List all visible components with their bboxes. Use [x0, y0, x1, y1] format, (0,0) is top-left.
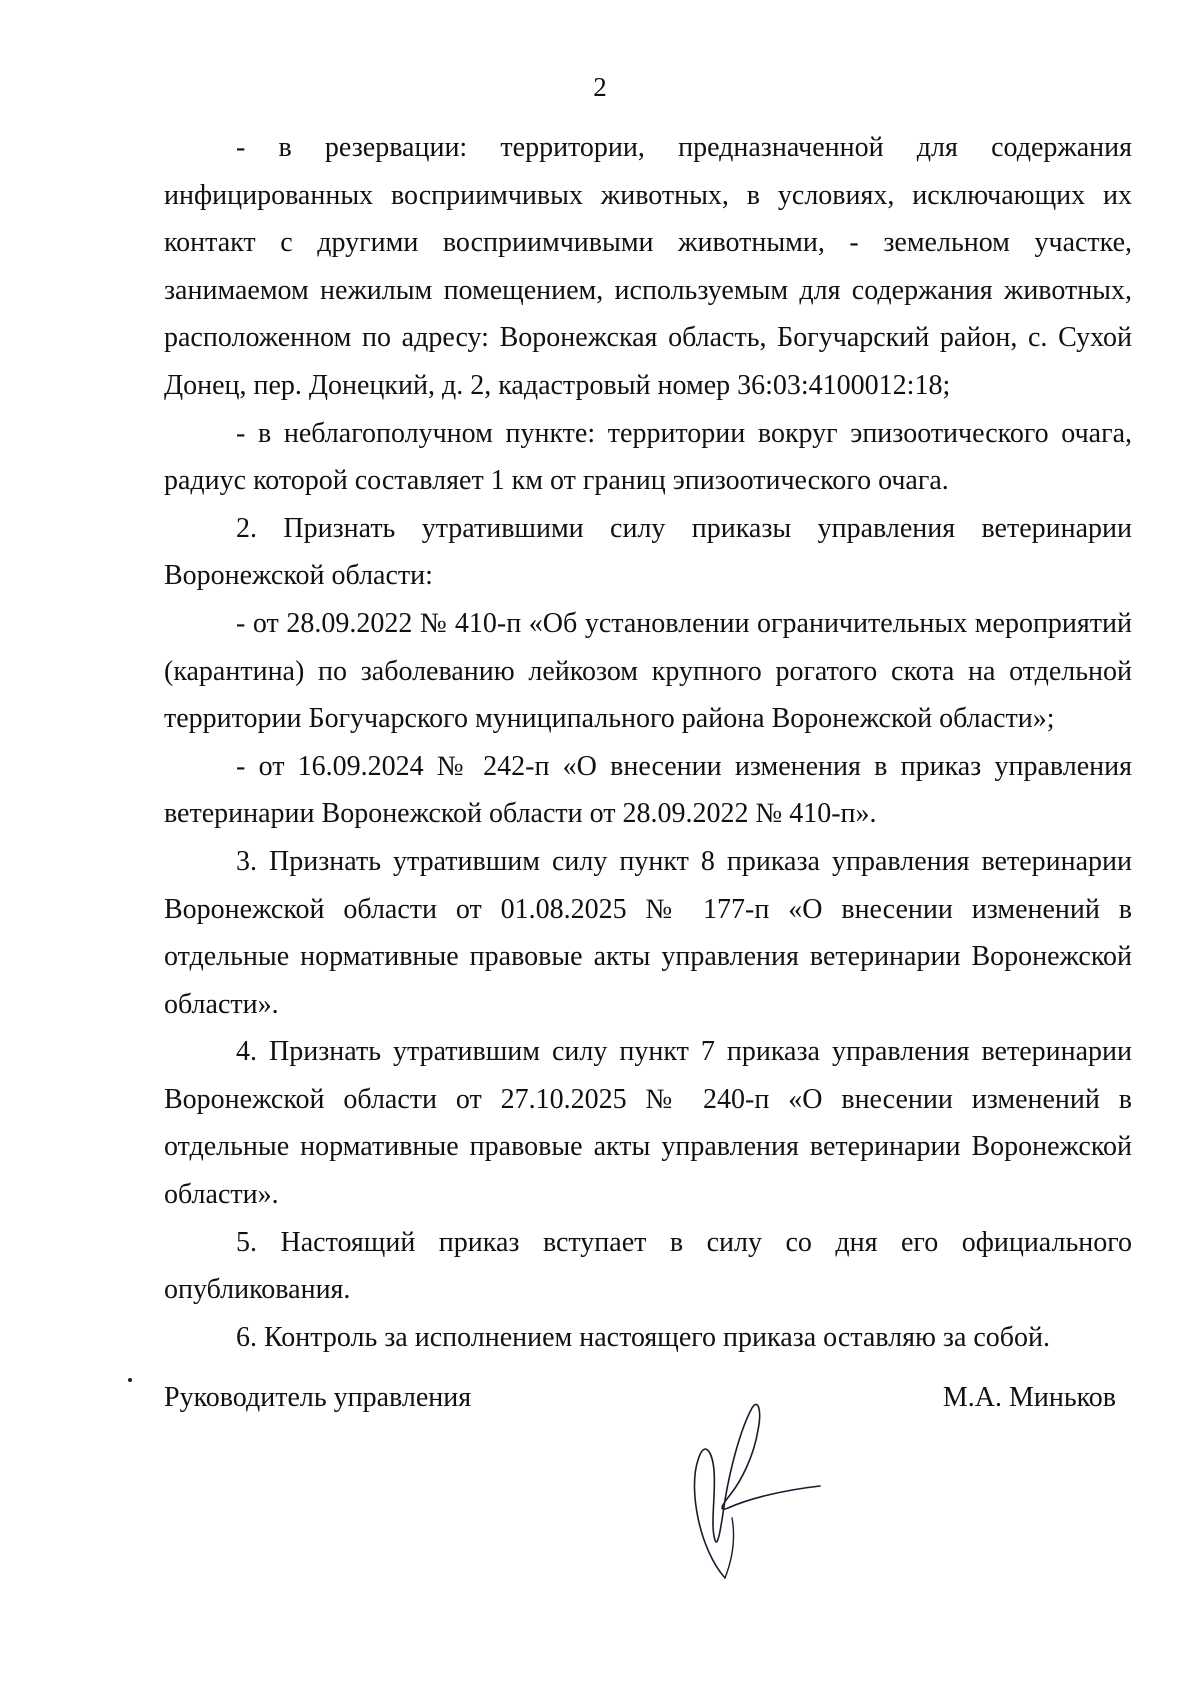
signatory-name: М.А. Миньков — [942, 1382, 1116, 1413]
handwritten-signature-icon — [670, 1400, 830, 1580]
document-body — [164, 124, 1132, 1361]
paragraph-reservation: - в резервации: территории, предназначенной для содержания инфицированных восприимчивых животных, в условиях, исключающих их контакт с другими восприимчивыми животными, - земельном участке, занимаемом нежилым помещением, используемым для содержания животных, расположенном по адресу: Воронежская область, Богучарский район, с. Сухой Донец, пер. Донецкий, д. 2, кадастровый номер 36:03:4100012:18; — [164, 132, 1132, 401]
paragraph-item-4: 4. Признать утратившим силу пункт 7 приказа управления ветеринарии Воронежской области от 27.10.2025 № 240-п «О внесении изменений в отдельные нормативные правовые акты управления ветеринарии Воронежской области». — [164, 1036, 1132, 1211]
paragraph-unfavorable-point: - в неблагополучном пункте: территории вокруг эпизоотического очага, радиус которой составляет 1 км от границ эпизоотического очага. — [164, 417, 1132, 497]
signatory-position: Руководитель управления — [164, 1382, 472, 1413]
paragraph-item-2: 2. Признать утратившими силу приказы управления ветеринарии Воронежской области: — [164, 512, 1132, 592]
paragraph-item-6: 6. Контроль за исполнением настоящего приказа оставляю за собой. — [236, 1321, 1051, 1353]
paragraph-order-242: - от 16.09.2024 № 242-п «О внесении изменения в приказ управления ветеринарии Воронежской области от 28.09.2022 № 410-п». — [164, 750, 1132, 830]
stray-mark — [128, 1378, 132, 1382]
paragraph-order-410: - от 28.09.2022 № 410-п «Об установлении ограничительных мероприятий (карантина) по заболеванию лейкозом крупного рогатого скота на отдельной территории Богучарского муниципального района Воронежской области»; — [164, 607, 1132, 735]
page-number: 2 — [593, 72, 607, 102]
paragraph-item-3: 3. Признать утратившим силу пункт 8 приказа управления ветеринарии Воронежской области от 01.08.2025 № 177-п «О внесении изменений в отдельные нормативные правовые акты управления ветеринарии Воронежской области». — [164, 845, 1132, 1020]
paragraph-item-5: 5. Настоящий приказ вступает в силу со дня его официального опубликования. — [164, 1226, 1132, 1306]
